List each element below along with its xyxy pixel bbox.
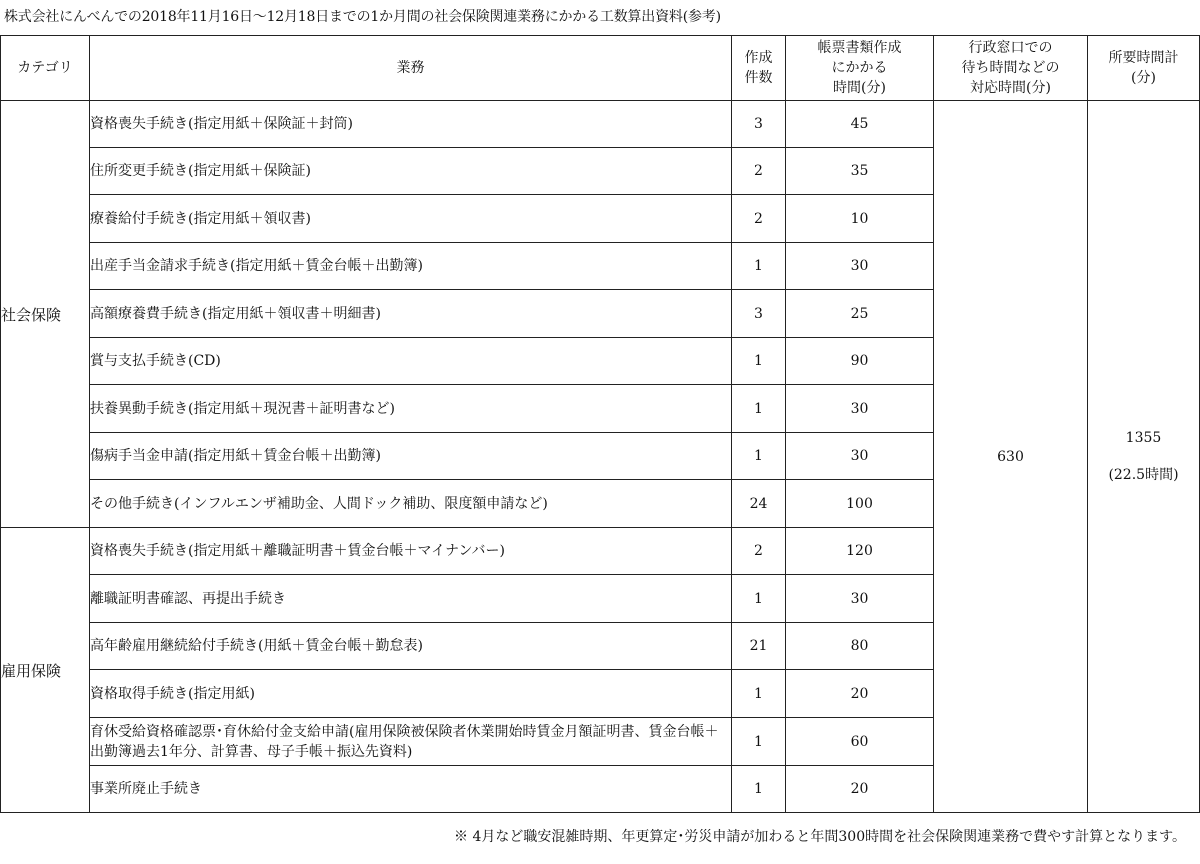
count-cell: 2	[732, 528, 786, 575]
table-row	[1, 101, 1200, 148]
task-cell: 資格取得手続き(指定用紙)	[90, 670, 732, 718]
minutes-cell: 30	[786, 243, 934, 290]
wait-time-total: 630	[934, 101, 1088, 813]
count-cell: 1	[732, 718, 786, 766]
count-cell: 3	[732, 101, 786, 148]
header-total-time: 所要時間計 (分)	[1088, 36, 1200, 101]
category-employment-insurance: 雇用保険	[1, 528, 90, 813]
header-wait-time: 行政窓口での 待ち時間などの 対応時間(分)	[934, 36, 1088, 101]
grand-total	[1088, 101, 1200, 813]
minutes-cell: 10	[786, 195, 934, 243]
header-category: カテゴリ	[1, 36, 90, 101]
header-count: 作成 件数	[732, 36, 786, 101]
header-doc-time: 帳票書類作成 にかかる 時間(分)	[786, 36, 934, 101]
task-cell: 療養給付手続き(指定用紙＋領収書)	[90, 195, 732, 243]
task-cell: 高額療養費手続き(指定用紙＋領収書＋明細書)	[90, 290, 732, 338]
minutes-cell: 25	[786, 290, 934, 338]
count-cell: 3	[732, 290, 786, 338]
header-row	[1, 36, 1200, 101]
task-cell: 扶養異動手続き(指定用紙＋現況書＋証明書など)	[90, 385, 732, 433]
grand-total-hours: (22.5時間)	[1108, 466, 1179, 483]
workload-table	[0, 35, 1200, 813]
grand-total-minutes: 1355	[1125, 429, 1162, 446]
task-cell: 出産手当金請求手続き(指定用紙＋賃金台帳＋出勤簿)	[90, 243, 732, 290]
count-cell: 1	[732, 385, 786, 433]
count-cell: 1	[732, 243, 786, 290]
minutes-cell: 30	[786, 385, 934, 433]
count-cell: 24	[732, 480, 786, 528]
document-caption: 株式会社にんべんでの2018年11月16日～12月18日までの1か月間の社会保険関連業務にかかる工数算出資料(参考)	[4, 9, 721, 25]
minutes-cell: 45	[786, 101, 934, 148]
minutes-cell: 90	[786, 338, 934, 385]
minutes-cell: 30	[786, 433, 934, 480]
task-cell: 住所変更手続き(指定用紙＋保険証)	[90, 148, 732, 195]
count-cell: 1	[732, 766, 786, 813]
count-cell: 21	[732, 623, 786, 670]
category-social-insurance: 社会保険	[1, 101, 90, 528]
minutes-cell: 60	[786, 718, 934, 766]
minutes-cell: 20	[786, 766, 934, 813]
task-cell: 育休受給資格確認票･育休給付金支給申請(雇用保険被保険者休業開始時賃金月額証明書、賃金台帳＋出勤簿過去1年分、計算書、母子手帳＋振込先資料)	[90, 718, 732, 766]
minutes-cell: 120	[786, 528, 934, 575]
minutes-cell: 100	[786, 480, 934, 528]
count-cell: 1	[732, 670, 786, 718]
task-cell: 離職証明書確認、再提出手続き	[90, 575, 732, 623]
count-cell: 1	[732, 433, 786, 480]
task-cell: その他手続き(インフルエンザ補助金、人間ドック補助、限度額申請など)	[90, 480, 732, 528]
count-cell: 2	[732, 148, 786, 195]
task-cell: 傷病手当金申請(指定用紙＋賃金台帳＋出勤簿)	[90, 433, 732, 480]
task-cell: 賞与支払手続き(CD)	[90, 338, 732, 385]
minutes-cell: 80	[786, 623, 934, 670]
task-cell: 資格喪失手続き(指定用紙＋離職証明書＋賃金台帳＋マイナンバー)	[90, 528, 732, 575]
count-cell: 1	[732, 575, 786, 623]
task-cell: 高年齢雇用継続給付手続き(用紙＋賃金台帳＋勤怠表)	[90, 623, 732, 670]
minutes-cell: 35	[786, 148, 934, 195]
minutes-cell: 20	[786, 670, 934, 718]
count-cell: 1	[732, 338, 786, 385]
minutes-cell: 30	[786, 575, 934, 623]
task-cell: 資格喪失手続き(指定用紙＋保険証＋封筒)	[90, 101, 732, 148]
footnote: ※ 4月など職安混雑時期、年更算定･労災申請が加わると年間300時間を社会保険関連業務で費やす計算となります。	[454, 829, 1186, 845]
count-cell: 2	[732, 195, 786, 243]
task-cell: 事業所廃止手続き	[90, 766, 732, 813]
header-task: 業務	[90, 36, 732, 101]
